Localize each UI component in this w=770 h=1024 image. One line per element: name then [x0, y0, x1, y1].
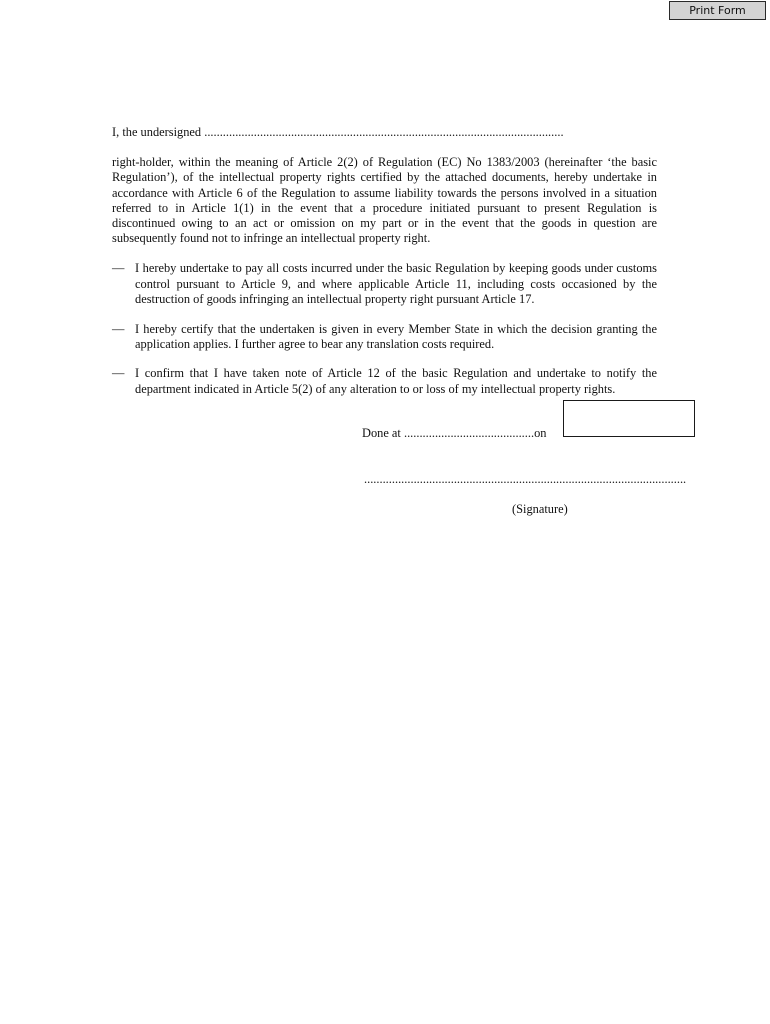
em-dash: —: [112, 261, 125, 276]
undertaking-item-costs: [112, 261, 657, 307]
signature-line: ........................................................................................................: [364, 472, 687, 486]
declaration-body: [112, 125, 657, 397]
done-at-line: Done at ..........................................on: [362, 426, 547, 440]
date-input-field[interactable]: [563, 400, 695, 437]
undertaking-text: I hereby certify that the undertaken is given in every Member State in which the decision granting the application applies. I further agree to bear any translation costs required.: [135, 321, 657, 351]
undertaking-text: I confirm that I have taken note of Article 12 of the basic Regulation and undertake to notify the department indicated in Article 5(2) of any alteration to or loss of my intellectual property rights.: [135, 366, 657, 396]
liability-paragraph: right-holder, within the meaning of Article 2(2) of Regulation (EC) No 1383/2003 (hereinafter ‘the basic Regulation’), of the intellectual property rights certified by the attached documents, hereby undertake in accordance with Article 6 of the Regulation to assume liability towards the persons involved in a situation referred to in Article 1(1) in the event that a procedure initiated pursuant to present Regulation is discontinued owing to an act or omission on my part or in the event that the goods in question are subsequently found not to infringe an intellectual property right.: [112, 155, 657, 246]
undertaking-item-confirm: [112, 366, 657, 396]
signature-label: (Signature): [512, 502, 568, 516]
undersigned-line: I, the undersigned ....................................................................................................................: [112, 125, 564, 139]
print-form-button[interactable]: Print Form: [669, 1, 766, 20]
em-dash: —: [112, 321, 125, 336]
em-dash: —: [112, 366, 125, 381]
undertaking-text: I hereby undertake to pay all costs incurred under the basic Regulation by keeping goods under customs control pursuant to Article 9, and where applicable Article 11, including costs occasioned by the destruction of goods infringing an intellectual property right pursuant Article 17.: [135, 261, 657, 306]
undertaking-item-certify: [112, 322, 657, 352]
